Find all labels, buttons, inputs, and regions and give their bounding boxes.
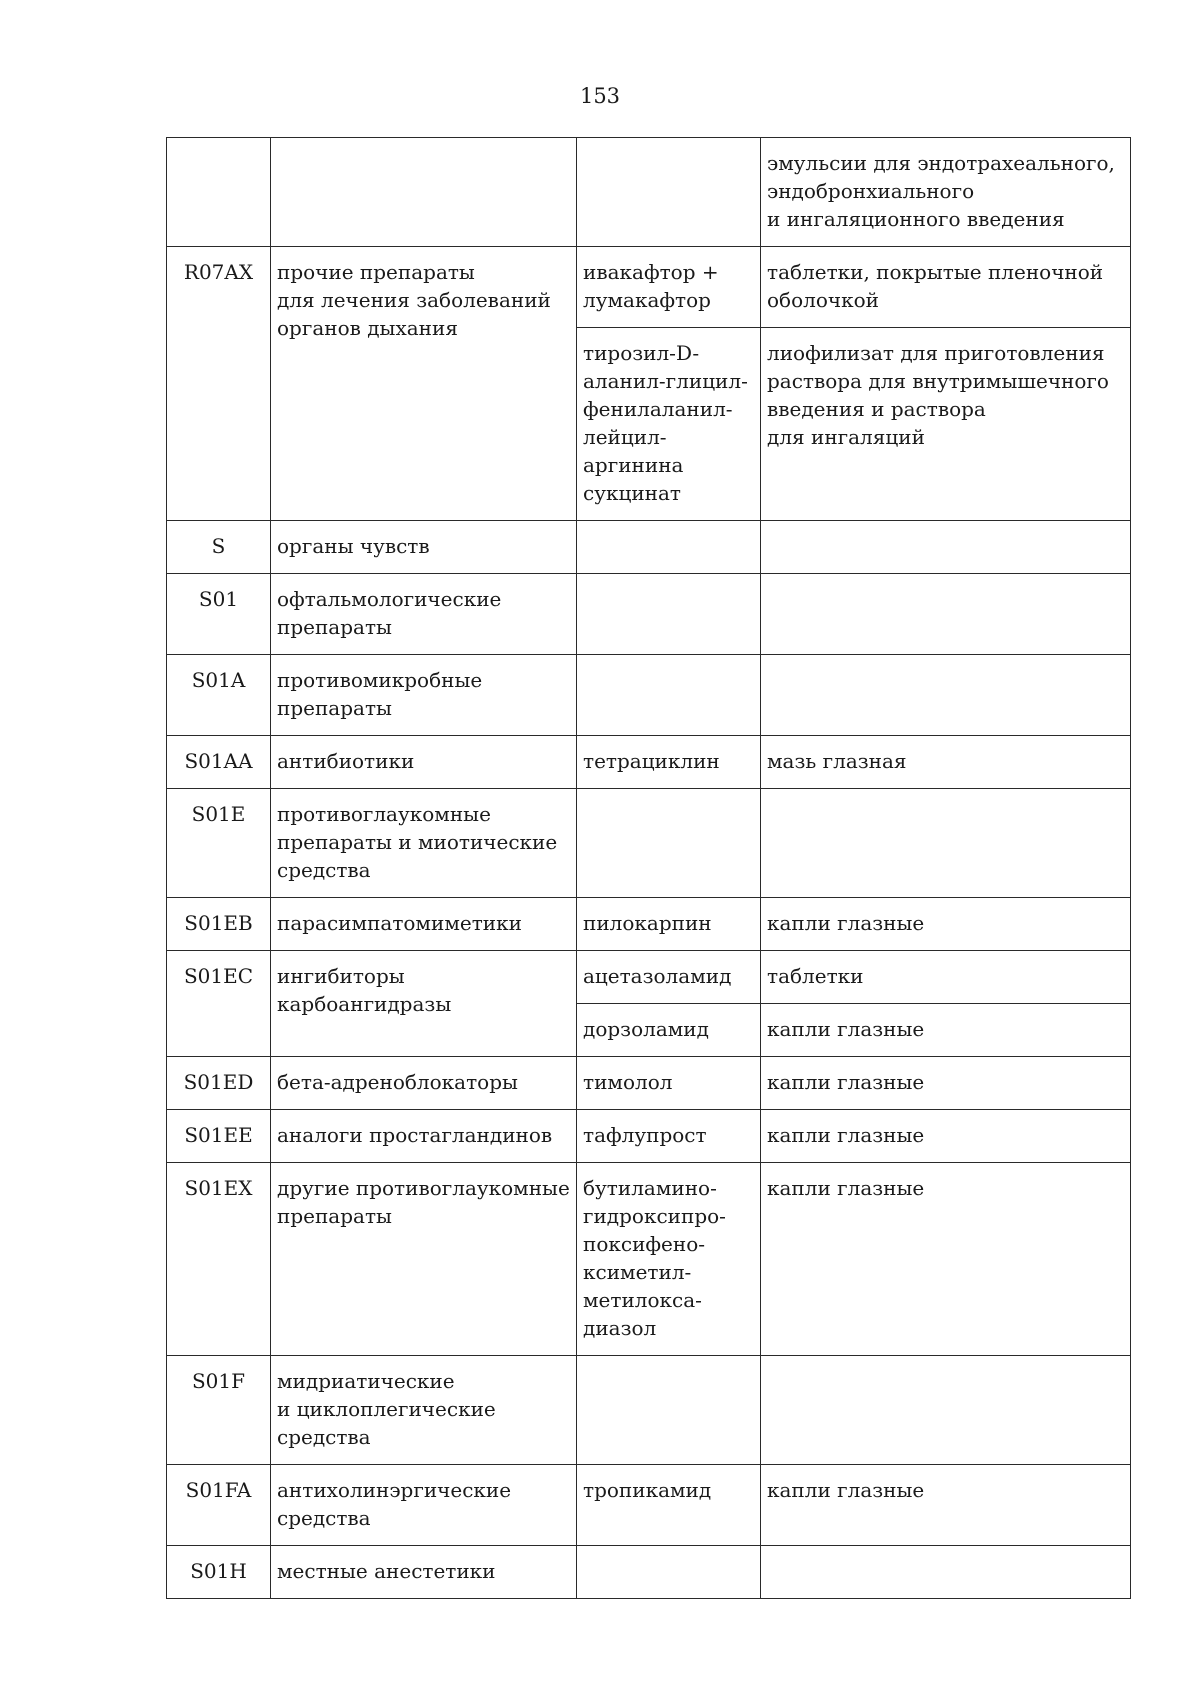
atc-code-cell: S01A: [167, 655, 271, 736]
group-name-cell: мидриатические и циклоплегические средства: [271, 1356, 577, 1465]
dosage-form-cell: капли глазные: [761, 1163, 1131, 1356]
group-name-cell: местные анестетики: [271, 1546, 577, 1599]
drug-name-cell: пилокарпин: [577, 898, 761, 951]
dosage-form-cell: капли глазные: [761, 898, 1131, 951]
drug-name-cell: тимолол: [577, 1057, 761, 1110]
drug-name-cell: [577, 521, 761, 574]
group-name-cell: [271, 138, 577, 247]
dosage-form-cell: эмульсии для эндотрахеального, эндобронхиального и ингаляционного введения: [761, 138, 1131, 247]
table-row: [167, 521, 1131, 574]
dosage-form-cell: [761, 655, 1131, 736]
table-row: [167, 1465, 1131, 1546]
table-row: [167, 1356, 1131, 1465]
group-name-cell: офтальмологические препараты: [271, 574, 577, 655]
drug-name-cell: [577, 138, 761, 247]
dosage-form-cell: таблетки: [761, 951, 1131, 1004]
atc-code-cell: S01EX: [167, 1163, 271, 1356]
table-row: [167, 789, 1131, 898]
table-row: [167, 247, 1131, 328]
drug-name-cell: тетрациклин: [577, 736, 761, 789]
atc-code-cell: R07AX: [167, 247, 271, 521]
table-row: [167, 1546, 1131, 1599]
group-name-cell: другие противоглаукомные препараты: [271, 1163, 577, 1356]
drug-name-cell: тропикамид: [577, 1465, 761, 1546]
table-row: [167, 138, 1131, 247]
dosage-form-cell: капли глазные: [761, 1057, 1131, 1110]
table-row: [167, 736, 1131, 789]
atc-code-cell: S01: [167, 574, 271, 655]
dosage-form-cell: капли глазные: [761, 1004, 1131, 1057]
drug-classification-table: [166, 137, 1131, 1599]
drug-name-cell: [577, 574, 761, 655]
atc-code-cell: S01FA: [167, 1465, 271, 1546]
dosage-form-cell: мазь глазная: [761, 736, 1131, 789]
atc-code-cell: S01EC: [167, 951, 271, 1057]
table-row: [167, 574, 1131, 655]
group-name-cell: парасимпатомиметики: [271, 898, 577, 951]
table-row: [167, 655, 1131, 736]
drug-name-cell: ацетазоламид: [577, 951, 761, 1004]
table-row: [167, 1163, 1131, 1356]
group-name-cell: бета-адреноблокаторы: [271, 1057, 577, 1110]
dosage-form-cell: [761, 1356, 1131, 1465]
dosage-form-cell: [761, 574, 1131, 655]
atc-code-cell: S01E: [167, 789, 271, 898]
dosage-form-cell: капли глазные: [761, 1110, 1131, 1163]
dosage-form-cell: лиофилизат для приготовления раствора для внутримышечного введения и раствора для ингаляций: [761, 328, 1131, 521]
dosage-form-cell: таблетки, покрытые пленочной оболочкой: [761, 247, 1131, 328]
drug-name-cell: ивакафтор + лумакафтор: [577, 247, 761, 328]
drug-name-cell: [577, 1546, 761, 1599]
dosage-form-cell: капли глазные: [761, 1465, 1131, 1546]
table-row: [167, 898, 1131, 951]
dosage-form-cell: [761, 521, 1131, 574]
group-name-cell: аналоги простагландинов: [271, 1110, 577, 1163]
atc-code-cell: S: [167, 521, 271, 574]
table-row: [167, 951, 1131, 1004]
drug-name-cell: дорзоламид: [577, 1004, 761, 1057]
table-row: [167, 1057, 1131, 1110]
atc-code-cell: S01AA: [167, 736, 271, 789]
drug-name-cell: тирозил-D- аланил-глицил- фенилаланил- лейцил- аргинина сукцинат: [577, 328, 761, 521]
dosage-form-cell: [761, 1546, 1131, 1599]
atc-code-cell: S01EB: [167, 898, 271, 951]
drug-name-cell: [577, 655, 761, 736]
atc-code-cell: S01ED: [167, 1057, 271, 1110]
drug-name-cell: бутиламино- гидроксипро- поксифено- ксиметил- метилокса- диазол: [577, 1163, 761, 1356]
group-name-cell: антибиотики: [271, 736, 577, 789]
drug-name-cell: тафлупрост: [577, 1110, 761, 1163]
dosage-form-cell: [761, 789, 1131, 898]
atc-code-cell: S01F: [167, 1356, 271, 1465]
group-name-cell: противоглаукомные препараты и миотические средства: [271, 789, 577, 898]
drug-name-cell: [577, 1356, 761, 1465]
group-name-cell: органы чувств: [271, 521, 577, 574]
group-name-cell: прочие препараты для лечения заболеваний органов дыхания: [271, 247, 577, 521]
atc-code-cell: [167, 138, 271, 247]
table-row: [167, 1110, 1131, 1163]
atc-code-cell: S01EE: [167, 1110, 271, 1163]
atc-code-cell: S01H: [167, 1546, 271, 1599]
drug-name-cell: [577, 789, 761, 898]
group-name-cell: антихолинэргические средства: [271, 1465, 577, 1546]
group-name-cell: ингибиторы карбоангидразы: [271, 951, 577, 1057]
page-number: 153: [579, 84, 621, 108]
group-name-cell: противомикробные препараты: [271, 655, 577, 736]
